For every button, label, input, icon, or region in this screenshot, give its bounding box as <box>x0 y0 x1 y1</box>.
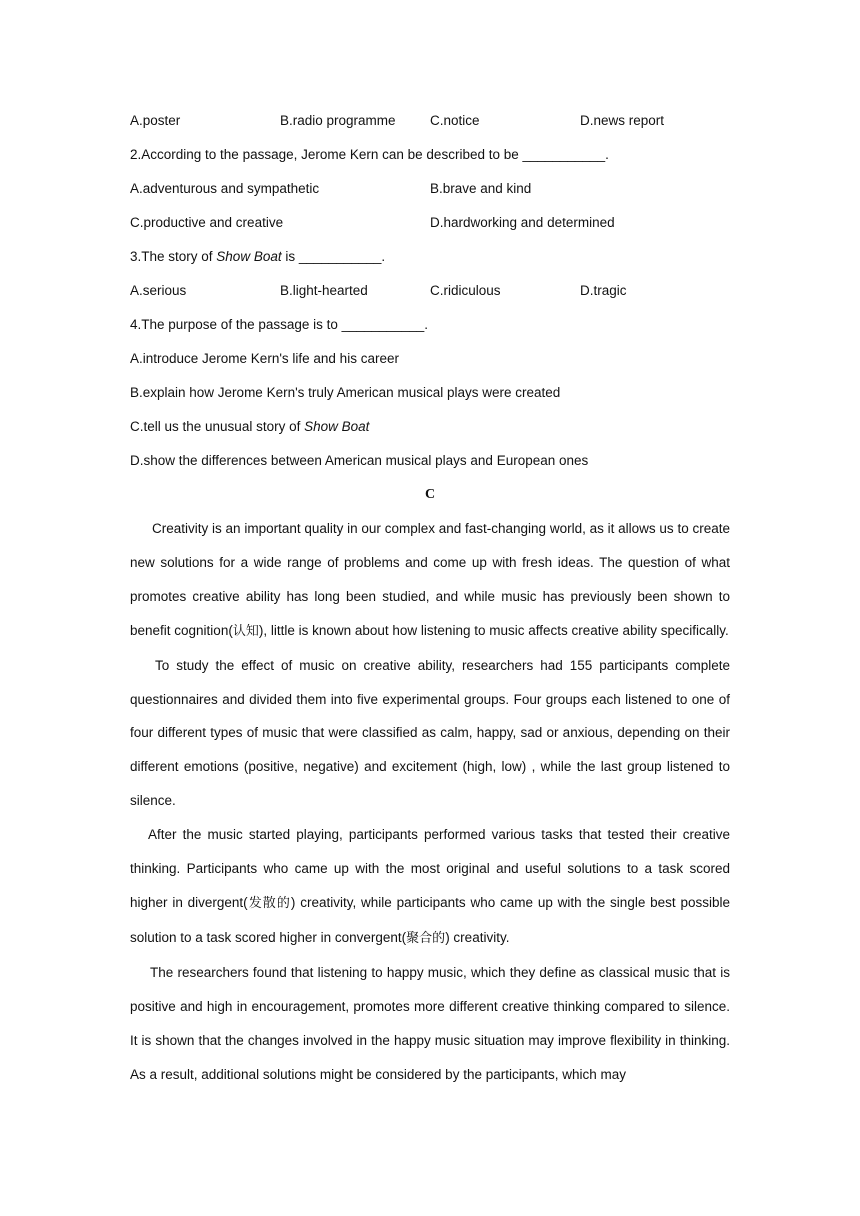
section-heading: C <box>424 487 436 502</box>
p1-text-a: Creativity is an important quality in our complex and fast-changing world, as it allows us to create new solutions for a wide range of problems and come up with fresh ideas. The question of what promotes creative ability has long been studied, and while music has previously been shown to benefit cognition( <box>130 521 730 638</box>
q3-option-a: A.serious <box>130 283 187 298</box>
document-page <box>130 112 730 1099</box>
p3-text-b: ) creativity, while participants who came up with the single best possible solution to a task scored higher in convergent( <box>130 894 730 945</box>
q4-option-d: D.show the differences between American musical plays and European ones <box>130 453 589 468</box>
q4-option-a: A.introduce Jerome Kern's life and his career <box>130 351 399 366</box>
q2-options-row1 <box>130 180 730 214</box>
q4-option-c-title: Show Boat <box>304 419 370 434</box>
q2-options-row2 <box>130 214 730 248</box>
q2-option-b: B.brave and kind <box>430 181 532 196</box>
p1-chinese-gloss: 认知 <box>232 623 259 639</box>
q2-option-a: A.adventurous and sympathetic <box>130 181 320 196</box>
p3-chinese-gloss-1: 发散的 <box>247 895 291 911</box>
p3-chinese-gloss-2: 聚合的 <box>406 930 446 946</box>
q2-option-c: C.productive and creative <box>130 215 284 230</box>
q1-option-b: B.radio programme <box>280 113 396 128</box>
q3-option-d: D.tragic <box>580 283 627 298</box>
q4-option-b: B.explain how Jerome Kern's truly American musical plays were created <box>130 385 561 400</box>
passage-paragraph-3 <box>130 818 730 956</box>
q4-stem: 4.The purpose of the passage is to ___________. <box>130 317 428 332</box>
p1-text-b: ), little is known about how listening to music affects creative ability specifically. <box>258 622 729 638</box>
q3-stem-title: Show Boat <box>216 249 282 264</box>
q4-option-c-prefix: C.tell us the unusual story of <box>130 419 305 434</box>
passage-paragraph-1 <box>130 512 730 649</box>
q1-options <box>130 112 730 146</box>
q3-stem-suffix: is ___________. <box>281 249 386 264</box>
q1-option-d: D.news report <box>580 113 665 128</box>
p3-text-a: After the music started playing, participants performed various tasks that tested their creative thinking. Participants who came up with the most original and useful solutions to a task scored higher in divergent( <box>130 827 730 910</box>
q2-stem: 2.According to the passage, Jerome Kern can be described to be ___________. <box>130 147 609 162</box>
q3-options <box>130 282 730 316</box>
q1-option-c: C.notice <box>430 113 480 128</box>
passage-paragraph-2: To study the effect of music on creative ability, researchers had 155 participants complete questionnaires and divided them into five experimental groups. Four groups each listened to one of four different types of music that were classified as calm, happy, sad or anxious, depending on their different emotions (positive, negative) and excitement (high, low) , while the last group listened to silence. <box>130 657 730 809</box>
q3-stem <box>130 248 730 282</box>
q3-option-c: C.ridiculous <box>430 283 501 298</box>
passage-paragraph-4: The researchers found that listening to happy music, which they define as classical music that is positive and high in encouragement, promotes more different creative thinking compared to silence. It is shown that the changes involved in the happy music situation may improve flexibility in thinking. As a result, additional solutions might be considered by the participants, which may <box>130 964 730 1082</box>
p3-text-c: ) creativity. <box>445 929 510 945</box>
q3-option-b: B.light-hearted <box>280 283 368 298</box>
q3-stem-prefix: 3.The story of <box>130 249 217 264</box>
q4-option-c <box>130 418 730 452</box>
q2-option-d: D.hardworking and determined <box>430 215 615 230</box>
q1-option-a: A.poster <box>130 113 181 128</box>
